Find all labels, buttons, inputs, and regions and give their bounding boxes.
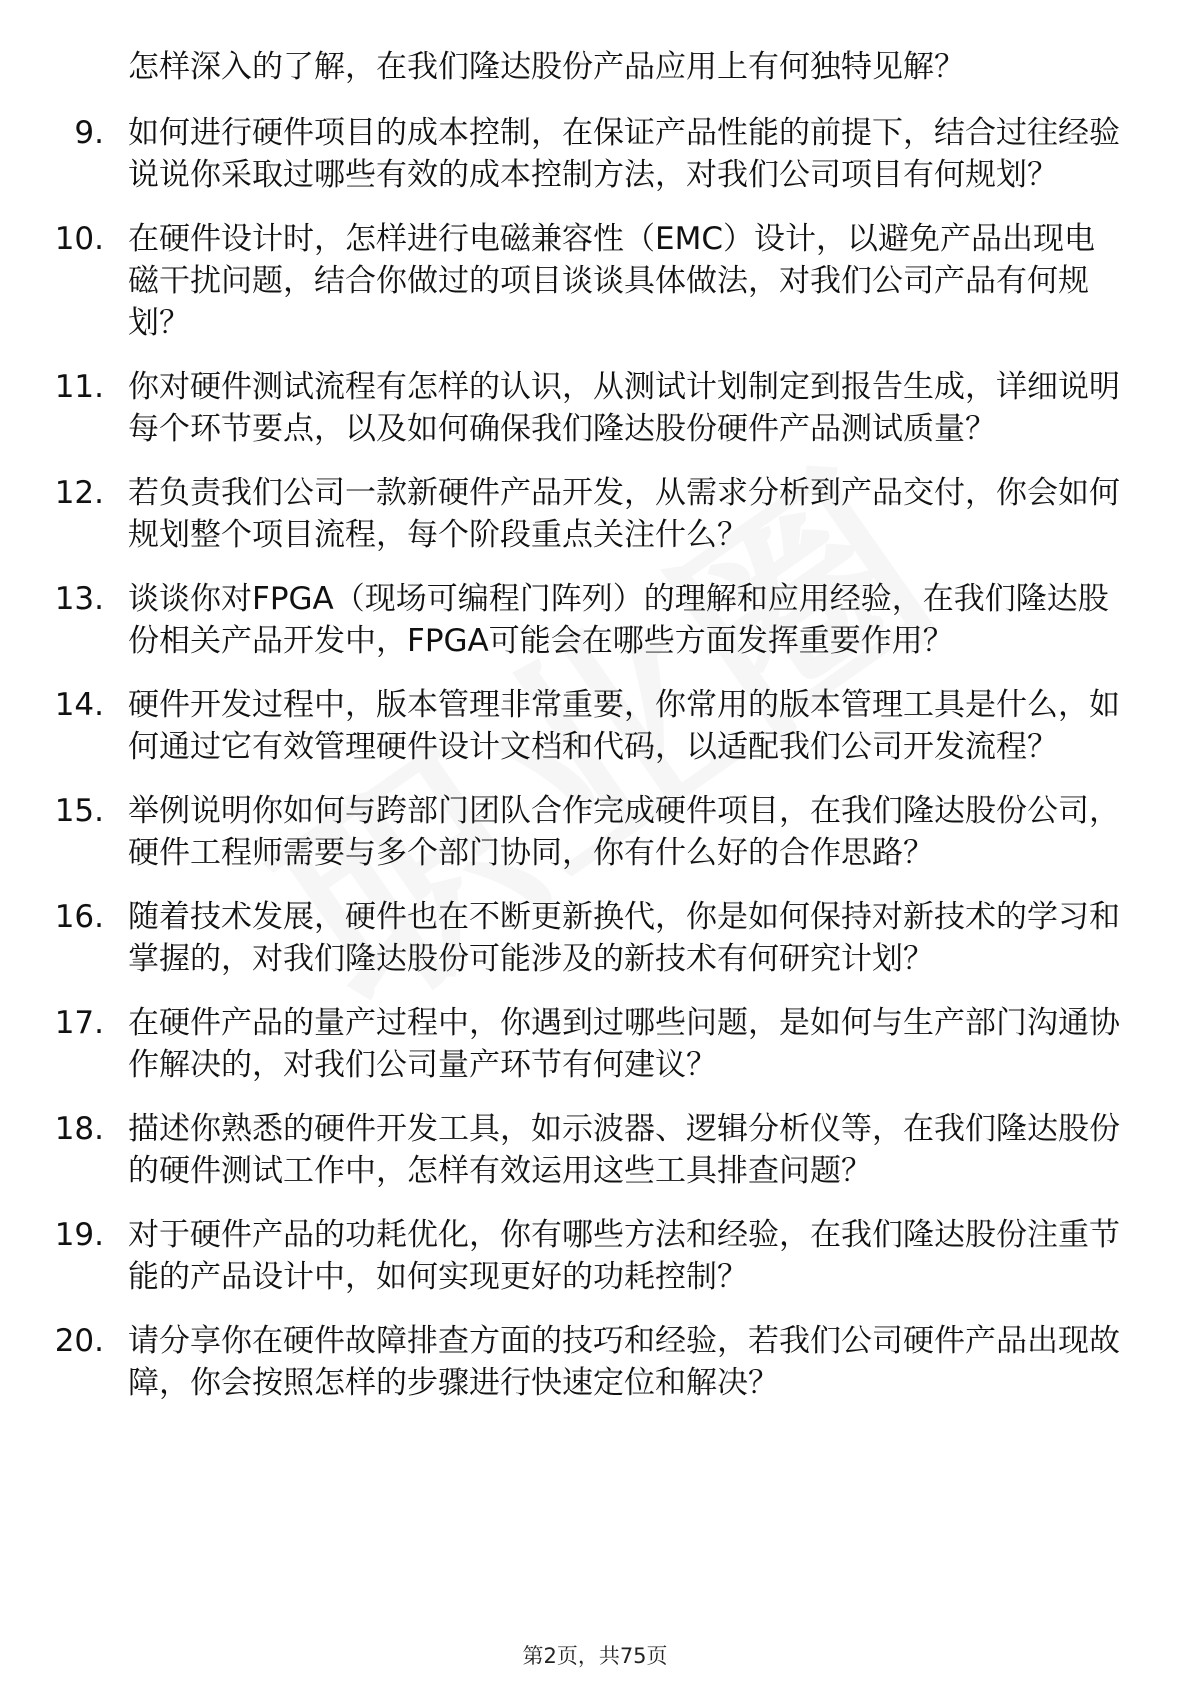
question-text: 在硬件设计时，怎样进行电磁兼容性（EMC）设计，以避免产品出现电磁干扰问题，结合你做过的项目谈谈具体做法，对我们公司产品有何规划？	[128, 221, 1095, 341]
question-text: 描述你熟悉的硬件开发工具，如示波器、逻辑分析仪等，在我们隆达股份的硬件测试工作中，怎样有效运用这些工具排查问题？	[128, 1111, 1120, 1189]
question-number: 18.	[54, 1111, 104, 1147]
question-text: 举例说明你如何与跨部门团队合作完成硬件项目，在我们隆达股份公司，硬件工程师需要与多个部门协同，你有什么好的合作思路？	[128, 793, 1120, 871]
page-footer: 第2页，共75页	[522, 1644, 668, 1668]
question-text: 如何进行硬件项目的成本控制，在保证产品性能的前提下，结合过往经验说说你采取过哪些有效的成本控制方法，对我们公司项目有何规划？	[128, 115, 1120, 193]
question-number: 17.	[54, 1005, 104, 1041]
question-text: 硬件开发过程中，版本管理非常重要，你常用的版本管理工具是什么，如何通过它有效管理硬件设计文档和代码，以适配我们公司开发流程？	[128, 687, 1120, 765]
question-item	[0, 1108, 1190, 1192]
question-list	[0, 46, 1190, 1426]
question-number: 13.	[54, 581, 104, 617]
question-number: 11.	[54, 369, 104, 405]
question-item	[0, 112, 1190, 196]
question-item	[0, 1002, 1190, 1086]
question-text: 你对硬件测试流程有怎样的认识，从测试计划制定到报告生成，详细说明每个环节要点，以及如何确保我们隆达股份硬件产品测试质量？	[128, 369, 1120, 447]
question-text: 若负责我们公司一款新硬件产品开发，从需求分析到产品交付，你会如何规划整个项目流程，每个阶段重点关注什么？	[128, 475, 1120, 553]
question-number: 19.	[54, 1217, 104, 1253]
question-text: 随着技术发展，硬件也在不断更新换代，你是如何保持对新技术的学习和掌握的，对我们隆达股份可能涉及的新技术有何研究计划？	[128, 899, 1120, 977]
question-text: 对于硬件产品的功耗优化，你有哪些方法和经验，在我们隆达股份注重节能的产品设计中，如何实现更好的功耗控制？	[128, 1217, 1120, 1295]
question-item	[0, 578, 1190, 662]
question-number: 12.	[54, 475, 104, 511]
question-number: 14.	[54, 687, 104, 723]
question-item	[0, 218, 1190, 344]
question-item	[0, 1320, 1190, 1404]
question-number: 15.	[54, 793, 104, 829]
question-item	[0, 896, 1190, 980]
question-item	[0, 790, 1190, 874]
question-number: 20.	[54, 1323, 104, 1359]
question-item	[0, 1214, 1190, 1298]
question-number: 10.	[54, 221, 104, 257]
question-text: 请分享你在硬件故障排查方面的技巧和经验，若我们公司硬件产品出现故障，你会按照怎样的步骤进行快速定位和解决？	[128, 1323, 1120, 1401]
question-number: 9.	[74, 115, 104, 151]
question-item	[0, 366, 1190, 450]
question-number: 16.	[54, 899, 104, 935]
question-item	[0, 472, 1190, 556]
question-text: 谈谈你对FPGA（现场可编程门阵列）的理解和应用经验，在我们隆达股份相关产品开发中，FPGA可能会在哪些方面发挥重要作用？	[128, 581, 1109, 659]
question-item	[0, 684, 1190, 768]
continued-question-text: 怎样深入的了解，在我们隆达股份产品应用上有何独特见解？	[128, 49, 965, 85]
question-text: 在硬件产品的量产过程中，你遇到过哪些问题，是如何与生产部门沟通协作解决的，对我们公司量产环节有何建议？	[128, 1005, 1120, 1083]
